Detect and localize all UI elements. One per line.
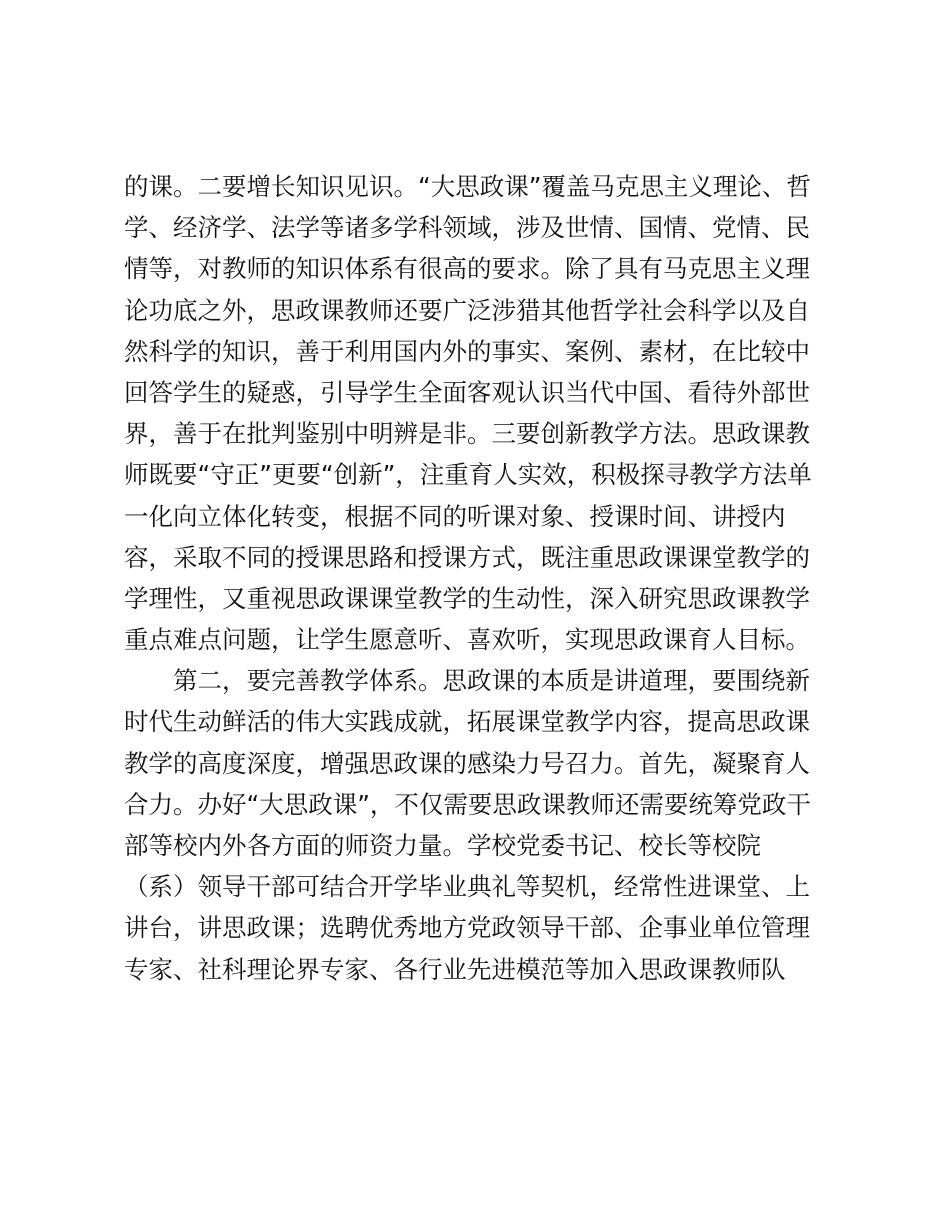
text-line: 部等校内外各方面的师资力量。学校党委书记、校长等校院 (124, 831, 761, 860)
text-line: 学、经济学、法学等诸多学科领域，涉及世情、国情、党情、民 (124, 213, 810, 243)
text-line: 专家、社科理论界专家、各行业先进模范等加入思政课教师队 (124, 954, 786, 984)
text-line: 教学的高度深度，增强思政课的感染力号召力。首先，凝聚育人 (124, 748, 810, 778)
body-text (124, 166, 844, 990)
text-line: 界，善于在批判鉴别中明辨是非。三要创新教学方法。思政课教 (124, 419, 810, 449)
text-line: 时代生动鲜活的伟大实践成就，拓展课堂教学内容，提高思政课 (124, 707, 810, 737)
text-line: 回答学生的疑惑，引导学生全面客观认识当代中国、看待外部世 (124, 377, 810, 407)
text-line: 师既要“守正”更要“创新”，注重育人实效，积极探寻教学方法单 (124, 460, 812, 490)
text-line: 然科学的知识，善于利用国内外的事实、案例、素材，在比较中 (124, 336, 810, 366)
text-line: 讲台，讲思政课；选聘优秀地方党政领导干部、企事业单位管理 (124, 913, 810, 943)
text-line: 合力。办好“大思政课”，不仅需要思政课教师还需要统筹党政干 (124, 789, 811, 819)
text-line: （系）领导干部可结合开学毕业典礼等契机，经常性进课堂、上 (124, 872, 810, 902)
text-line: 学理性，又重视思政课课堂教学的生动性，深入研究思政课教学 (124, 583, 810, 613)
paragraph-start-line: 第二，要完善教学体系。思政课的本质是讲道理，要围绕新 (124, 666, 810, 696)
text-line: 重点难点问题，让学生愿意听、喜欢听，实现思政课育人目标。 (124, 625, 810, 655)
text-line: 情等，对教师的知识体系有很高的要求。除了具有马克思主义理 (124, 254, 810, 284)
text-line: 论功底之外，思政课教师还要广泛涉猎其他哲学社会科学以及自 (124, 295, 810, 325)
text-line: 容，采取不同的授课思路和授课方式，既注重思政课课堂教学的 (124, 542, 810, 572)
text-line: 一化向立体化转变，根据不同的听课对象、授课时间、讲授内 (124, 501, 786, 531)
text-line: 的课。二要增长知识见识。“大思政课”覆盖马克思主义理论、哲 (124, 172, 811, 201)
